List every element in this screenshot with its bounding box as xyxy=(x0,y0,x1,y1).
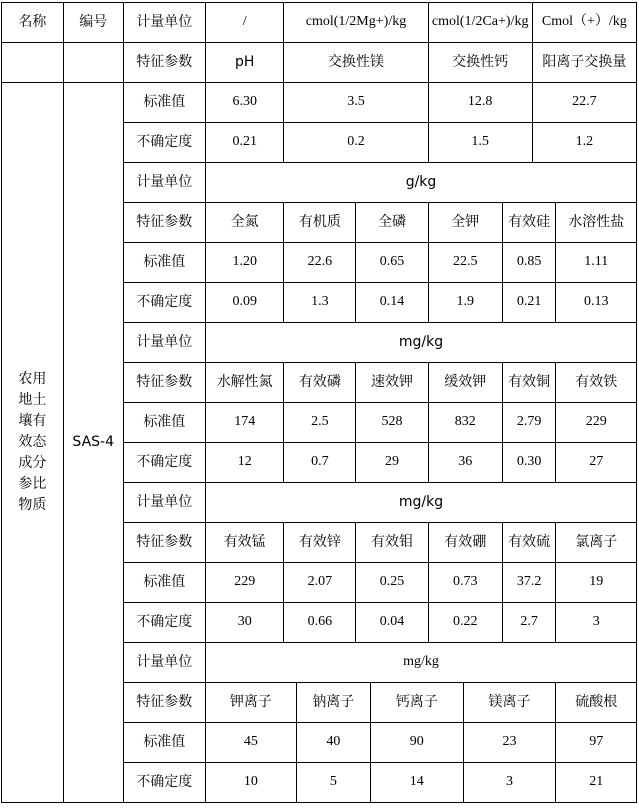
block4-std-cell: 0.73 xyxy=(428,563,502,603)
block2-std-cell: 1.11 xyxy=(556,243,637,283)
block5-unc-cell: 14 xyxy=(370,763,463,803)
block5-param-cell: 镁离子 xyxy=(463,683,556,723)
block1-unit-cell: cmol(1/2Mg+)/kg xyxy=(284,3,428,43)
block2-unc-cell: 0.09 xyxy=(206,283,284,323)
unc-row-label: 不确定度 xyxy=(123,123,205,163)
param-row-label: 特征参数 xyxy=(123,683,205,723)
material-code-cell: SAS-4 xyxy=(63,83,123,803)
unit-row-label: 计量单位 xyxy=(123,323,205,363)
unit-row-label: 计量单位 xyxy=(123,483,205,523)
block3-std-cell: 174 xyxy=(206,403,284,443)
block4-param-cell: 有效硼 xyxy=(428,523,502,563)
block1-std-cell: 6.30 xyxy=(206,83,284,123)
block2-std-cell: 22.6 xyxy=(284,243,356,283)
block2-param-cell: 有机质 xyxy=(284,203,356,243)
name-header: 名称 xyxy=(2,3,64,43)
block1-unit-cell: Cmol（+）/kg xyxy=(532,3,636,43)
block1-std-cell: 22.7 xyxy=(532,83,636,123)
block3-unc-cell: 29 xyxy=(356,443,428,483)
block4-unc-cell: 3 xyxy=(556,603,637,643)
block2-std-cell: 0.65 xyxy=(356,243,428,283)
block3-std-cell: 2.79 xyxy=(502,403,556,443)
block3-param-cell: 有效铜 xyxy=(502,363,556,403)
block2-unc-cell: 0.14 xyxy=(356,283,428,323)
block5-unc-cell: 5 xyxy=(296,763,370,803)
unc-row-label: 不确定度 xyxy=(123,283,205,323)
unit-row-label: 计量单位 xyxy=(123,643,205,683)
block5-std-cell: 45 xyxy=(206,723,297,763)
block5-std-cell: 40 xyxy=(296,723,370,763)
block4-std-cell: 229 xyxy=(206,563,284,603)
block1-std-cell: 12.8 xyxy=(428,83,532,123)
block2-unc-cell: 1.9 xyxy=(428,283,502,323)
block3-std-cell: 2.5 xyxy=(284,403,356,443)
material-name: 农用地土壤有效态成分参比物质 xyxy=(18,371,47,513)
block3-param-cell: 速效钾 xyxy=(356,363,428,403)
block3-std-cell: 229 xyxy=(556,403,637,443)
block5-std-cell: 90 xyxy=(370,723,463,763)
block4-unit-cell: mg/kg xyxy=(206,483,637,523)
block4-param-cell: 有效硫 xyxy=(502,523,556,563)
block5-param-cell: 钾离子 xyxy=(206,683,297,723)
block1-std-cell: 3.5 xyxy=(284,83,428,123)
block3-param-cell: 水解性氮 xyxy=(206,363,284,403)
block4-unc-cell: 30 xyxy=(206,603,284,643)
block1-std-row xyxy=(2,83,637,123)
block2-param-cell: 全钾 xyxy=(428,203,502,243)
block3-param-cell: 有效磷 xyxy=(284,363,356,403)
block2-param-cell: 全磷 xyxy=(356,203,428,243)
block5-unit-cell: mg/kg xyxy=(206,643,637,683)
block3-unit-cell: mg/kg xyxy=(206,323,637,363)
param-row-label: 特征参数 xyxy=(123,203,205,243)
block3-std-cell: 832 xyxy=(428,403,502,443)
block3-param-cell: 有效铁 xyxy=(556,363,637,403)
block3-unc-cell: 0.7 xyxy=(284,443,356,483)
block3-param-cell: 缓效钾 xyxy=(428,363,502,403)
unc-row-label: 不确定度 xyxy=(123,763,205,803)
block5-std-cell: 23 xyxy=(463,723,556,763)
block4-unc-cell: 0.22 xyxy=(428,603,502,643)
block4-param-cell: 有效锌 xyxy=(284,523,356,563)
block2-unit-cell: g/kg xyxy=(206,163,637,203)
block1-unc-cell: 0.2 xyxy=(284,123,428,163)
block4-unc-cell: 0.66 xyxy=(284,603,356,643)
block1-param-cell: pH xyxy=(206,43,284,83)
std-row-label: 标准值 xyxy=(123,83,205,123)
block5-unc-cell: 21 xyxy=(556,763,637,803)
block5-std-cell: 97 xyxy=(556,723,637,763)
block4-std-cell: 37.2 xyxy=(502,563,556,603)
unc-row-label: 不确定度 xyxy=(123,443,205,483)
block2-param-cell: 水溶性盐 xyxy=(556,203,637,243)
block5-unc-cell: 10 xyxy=(206,763,297,803)
unit-row-label: 计量单位 xyxy=(123,3,205,43)
unit-row-label: 计量单位 xyxy=(123,163,205,203)
block2-unc-cell: 1.3 xyxy=(284,283,356,323)
block1-unc-cell: 0.21 xyxy=(206,123,284,163)
std-row-label: 标准值 xyxy=(123,563,205,603)
block3-unc-cell: 27 xyxy=(556,443,637,483)
block1-param-cell: 交换性镁 xyxy=(284,43,428,83)
std-row-label: 标准值 xyxy=(123,723,205,763)
block2-unc-cell: 0.13 xyxy=(556,283,637,323)
block4-unc-cell: 2.7 xyxy=(502,603,556,643)
block2-std-cell: 22.5 xyxy=(428,243,502,283)
block4-std-cell: 2.07 xyxy=(284,563,356,603)
material-name-cell xyxy=(2,83,64,803)
block1-unit-row xyxy=(2,3,637,43)
param-row-label: 特征参数 xyxy=(123,363,205,403)
block3-std-cell: 528 xyxy=(356,403,428,443)
block3-unc-cell: 36 xyxy=(428,443,502,483)
block3-unc-cell: 0.30 xyxy=(502,443,556,483)
std-row-label: 标准值 xyxy=(123,243,205,283)
block2-std-cell: 0.85 xyxy=(502,243,556,283)
block1-unc-cell: 1.5 xyxy=(428,123,532,163)
std-row-label: 标准值 xyxy=(123,403,205,443)
block5-unc-cell: 3 xyxy=(463,763,556,803)
block4-param-cell: 有效钼 xyxy=(356,523,428,563)
block4-std-cell: 19 xyxy=(556,563,637,603)
block1-unit-cell: cmol(1/2Ca+)/kg xyxy=(428,3,532,43)
block3-unc-cell: 12 xyxy=(206,443,284,483)
unc-row-label: 不确定度 xyxy=(123,603,205,643)
param-row-label: 特征参数 xyxy=(123,523,205,563)
block4-unc-cell: 0.04 xyxy=(356,603,428,643)
code-header: 编号 xyxy=(63,3,123,43)
block1-unc-cell: 1.2 xyxy=(532,123,636,163)
block5-param-cell: 钠离子 xyxy=(296,683,370,723)
block1-unit-cell: / xyxy=(206,3,284,43)
block1-param-cell: 阳离子交换量 xyxy=(532,43,636,83)
block4-param-cell: 氯离子 xyxy=(556,523,637,563)
block4-param-cell: 有效锰 xyxy=(206,523,284,563)
block2-param-cell: 有效硅 xyxy=(502,203,556,243)
block2-unc-cell: 0.21 xyxy=(502,283,556,323)
reference-material-table xyxy=(1,2,637,803)
block2-std-cell: 1.20 xyxy=(206,243,284,283)
block4-std-cell: 0.25 xyxy=(356,563,428,603)
param-row-label: 特征参数 xyxy=(123,43,205,83)
block2-param-cell: 全氮 xyxy=(206,203,284,243)
block1-param-row xyxy=(2,43,637,83)
block5-param-cell: 钙离子 xyxy=(370,683,463,723)
block1-param-cell: 交换性钙 xyxy=(428,43,532,83)
block5-param-cell: 硫酸根 xyxy=(556,683,637,723)
